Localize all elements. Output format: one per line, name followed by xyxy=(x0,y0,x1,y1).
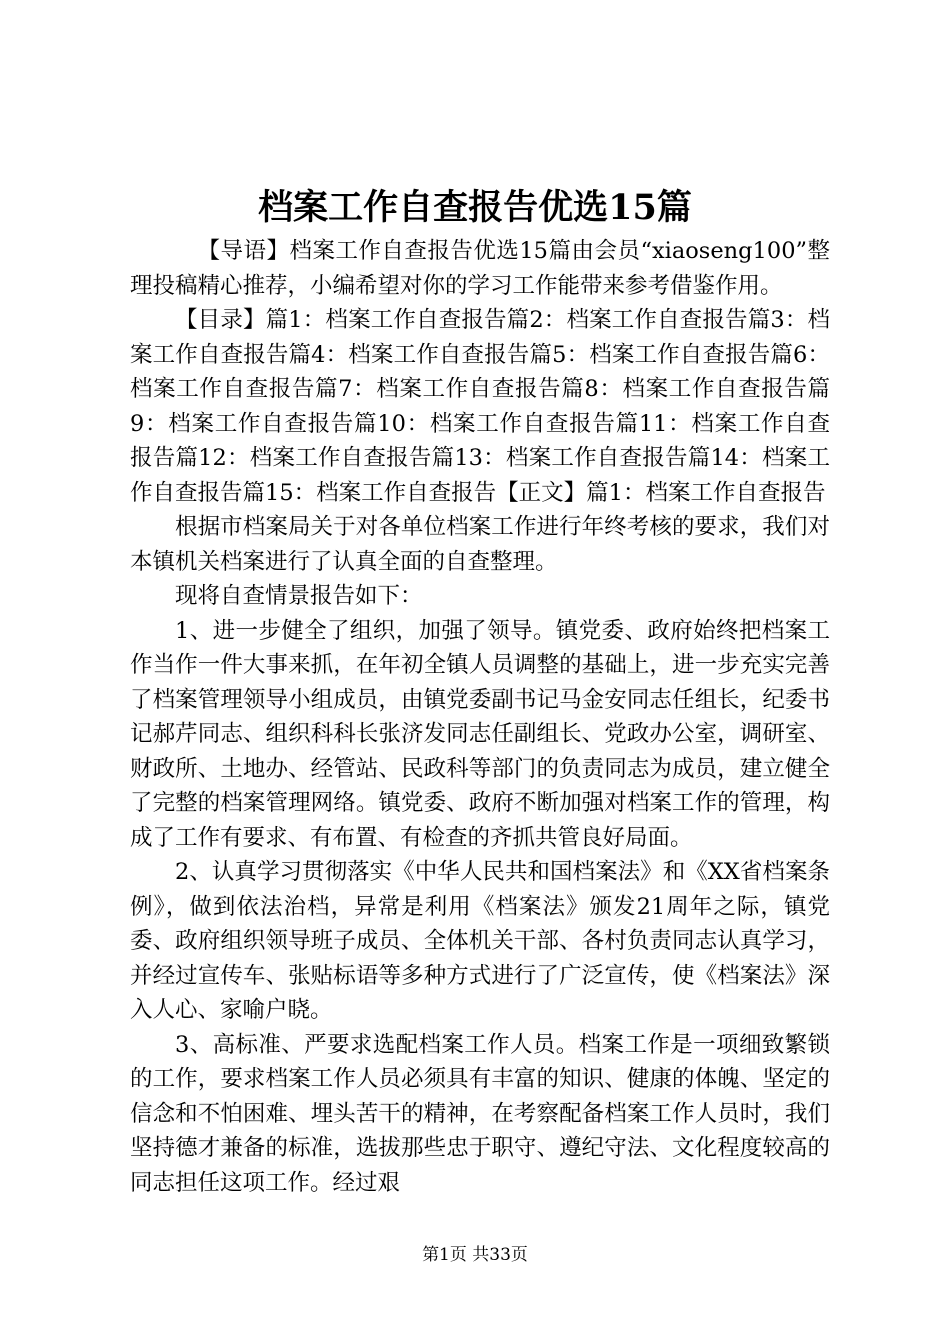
paragraph-toc: 【目录】篇1：档案工作自查报告篇2：档案工作自查报告篇3：档案工作自查报告篇4：档案工作自查报告篇5：档案工作自查报告篇6：档案工作自查报告篇7：档案工作自查报告篇8：档案工作自查报告篇9：档案工作自查报告篇10：档案工作自查报告篇11：档案工作自查报告篇12：档案工作自查报告篇13：档案工作自查报告篇14：档案工作自查报告篇15：档案工作自查报告【正文】篇1：档案工作自查报告 xyxy=(130,307,830,506)
page-footer: 第1页 共33页 xyxy=(422,1245,528,1265)
document-title: 档案工作自查报告优选15篇 xyxy=(258,187,692,228)
paragraph-item-1: 1、进一步健全了组织，加强了领导。镇党委、政府始终把档案工作当作一件大事来抓，在年初全镇人员调整的基础上，进一步充实完善了档案管理领导小组成员，由镇党委副书记马金安同志任组长，纪委书记郝芹同志、组织科科长张济发同志任副组长、党政办公室，调研室、财政所、土地办、经管站、民政科等部门的负责同志为成员，建立健全了完整的档案管理网络。镇党委、政府不断加强对档案工作的管理，构成了工作有要求、有布置、有检查的齐抓共管良好局面。 xyxy=(130,617,830,851)
paragraph-report-intro: 现将自查情景报告如下： xyxy=(175,583,423,609)
document-body xyxy=(130,234,830,1200)
paragraph-background: 根据市档案局关于对各单位档案工作进行年终考核的要求，我们对本镇机关档案进行了认真全面的自查整理。 xyxy=(130,514,830,575)
paragraph-item-3: 3、高标准、严要求选配档案工作人员。档案工作是一项细致繁锁的工作，要求档案工作人员必须具有丰富的知识、健康的体魄、坚定的信念和不怕困难、埋头苦干的精神，在考察配备档案工作人员时，我们坚持德才兼备的标准，选拔那些忠于职守、遵纪守法、文化程度较高的同志担任这项工作。经过艰 xyxy=(130,1031,830,1196)
paragraph-item-2: 2、认真学习贯彻落实《中华人民共和国档案法》和《XX省档案条例》，做到依法治档，异常是利用《档案法》颁发21周年之际，镇党委、政府组织领导班子成员、全体机关干部、各村负责同志认真学习，并经过宣传车、张贴标语等多种方式进行了广泛宣传，使《档案法》深入人心、家喻户晓。 xyxy=(130,859,830,1023)
paragraph-intro: 【导语】档案工作自查报告优选15篇由会员“xiaoseng100”整理投稿精心推荐，小编希望对你的学习工作能带来参考借鉴作用。 xyxy=(130,238,830,299)
